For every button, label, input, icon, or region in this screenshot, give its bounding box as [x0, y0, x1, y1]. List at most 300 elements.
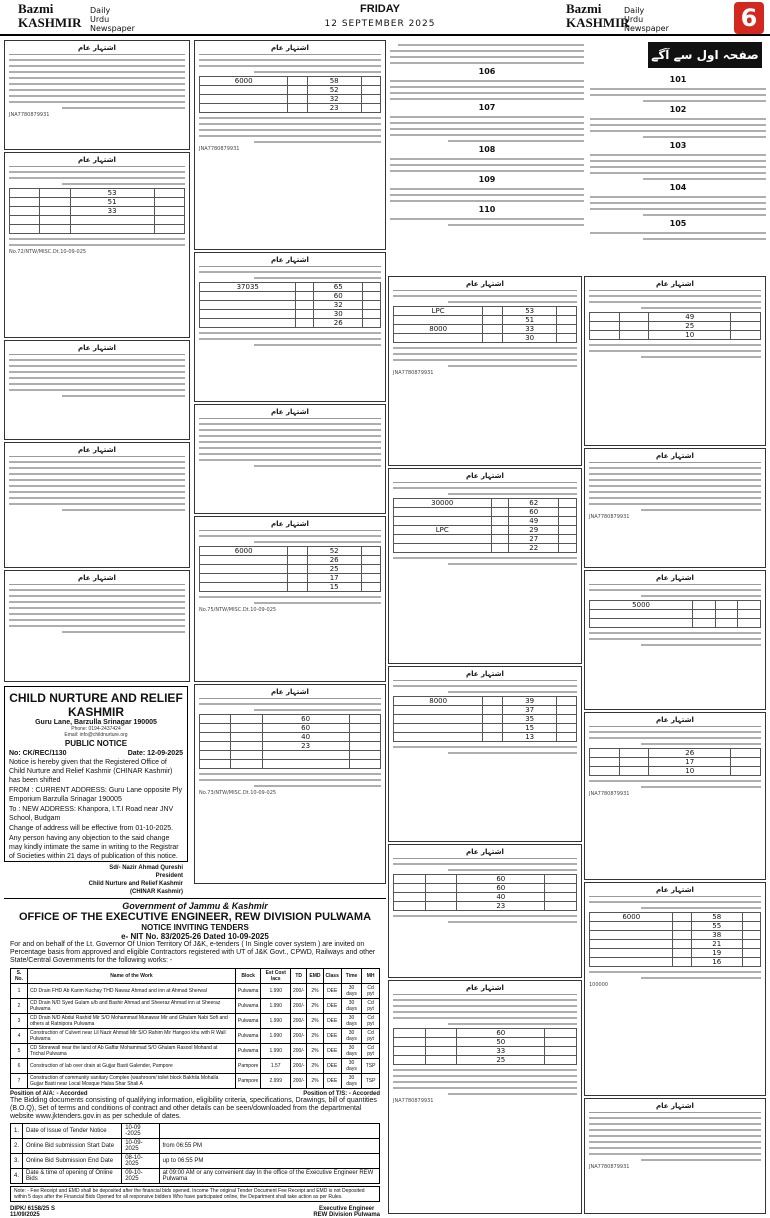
notice-box-1 — [4, 40, 190, 150]
daily-right-line2: Urdu Newspaper — [624, 15, 669, 33]
cell: Pampore — [235, 1059, 261, 1074]
cell: 60 — [314, 292, 363, 301]
tender-signer1: Executive Engineer — [318, 1206, 375, 1212]
ntw-ref-2: No.75/NTW/MISC.Dt.10-09-025 — [199, 607, 277, 613]
tender-bidding: The Bidding documents consisting of qualifying information, eligibility criteria, specifications, Drawings, bill of quantities (B.O.Q), Set of terms and conditions of contract and other details can be seen/downloaded from the departmental website www.jktenders.gov.in as per schedule of dates. — [10, 1097, 377, 1120]
cell: 52 — [307, 547, 361, 556]
cell: DEE — [323, 1074, 341, 1089]
notice-heading-c: اشتہار عام — [199, 408, 381, 419]
notice-table-d — [199, 546, 381, 592]
daily-line2: Urdu Newspaper — [90, 15, 135, 33]
cell: 23 — [457, 902, 545, 911]
cell: 2% — [307, 984, 323, 999]
tender-footer — [10, 1206, 380, 1218]
cell: 1.990 — [261, 999, 291, 1014]
notice-heading-r6: اشتہار عام — [589, 1102, 761, 1113]
cell: 60 — [262, 715, 349, 724]
cell: 60 — [457, 1029, 545, 1038]
cell: 19 — [691, 949, 742, 958]
cell: 50 — [457, 1038, 545, 1047]
notice-heading-r1: اشتہار عام — [589, 280, 761, 291]
table-row — [11, 1014, 380, 1029]
notice-heading-m5: اشتہار عام — [393, 984, 577, 995]
notice-box-a — [194, 40, 386, 250]
daily-label — [90, 6, 135, 33]
notice-code-1: JNA7780879931 — [9, 112, 50, 118]
cnr-ref-no: No: CK/REC/1130 — [9, 750, 67, 757]
tender-heading: NOTICE INVITING TENDERS — [141, 923, 249, 932]
notice-box-4 — [4, 442, 190, 568]
cell: 200/- — [291, 999, 307, 1014]
notice-heading-4: اشتہار عام — [9, 446, 185, 457]
cell: 09-10-2025 — [122, 1169, 159, 1184]
notice-table-r4 — [589, 748, 761, 776]
cell: 200/- — [291, 1074, 307, 1089]
cell: 10 — [649, 331, 731, 340]
news-column-4 — [390, 40, 584, 270]
table-row — [11, 1169, 380, 1184]
cell: 200/- — [291, 984, 307, 999]
notice-box-r3 — [584, 570, 766, 710]
cell: Pulwama — [235, 1029, 261, 1044]
notice-box-r1 — [584, 276, 766, 446]
cell: CD Drain N/D Syed Gulam u/b and Bashir Ahmad and Sheeraz Ahmad inn at Sheeraz Pulwama — [27, 999, 235, 1014]
news-number-101: 101 — [669, 75, 687, 84]
cell: 200/- — [291, 1059, 307, 1074]
cell: 40 — [262, 733, 349, 742]
cell: 55 — [691, 922, 742, 931]
cell: CD Stonewall near the land of Ab Gaffar Mohammad S/O Ghulam Rasool Mohand at Trichal Pulwama — [27, 1044, 235, 1059]
news-number-110: 110 — [478, 205, 496, 214]
cell: 49 — [509, 517, 559, 526]
notice-table-2 — [9, 188, 185, 234]
cell: 49 — [649, 313, 731, 322]
cell: Cd pyt — [362, 984, 380, 999]
col-header: Class — [323, 969, 341, 984]
col-header: Time — [341, 969, 361, 984]
cell: 10-09-2025 — [122, 1139, 159, 1154]
cell: Pulwama — [235, 1044, 261, 1059]
notice-table-r3 — [589, 600, 761, 628]
cell: 4 — [11, 1029, 28, 1044]
cell: 200/- — [291, 1029, 307, 1044]
notice-heading-5: اشتہار عام — [9, 574, 185, 585]
cell: 1.990 — [261, 1029, 291, 1044]
cell: 30 days — [341, 999, 361, 1014]
cell: 38 — [691, 931, 742, 940]
tender-signer2: REW Division Pulwama — [313, 1212, 380, 1218]
masthead-left — [18, 1, 135, 33]
cell: Construction of community sanitary Complex (washroom/ toilet block Bakhila Mohalla Gujjar Basti near Local Mosque Halsa Shar Shali A — [27, 1074, 235, 1089]
notice-heading-e: اشتہار عام — [199, 688, 381, 699]
notice-heading-m4: اشتہار عام — [393, 848, 577, 859]
cell: 30 days — [341, 1074, 361, 1089]
cnr-address: Guru Lane, Barzulla Srinagar 190005 — [35, 719, 157, 726]
cell: 1.990 — [261, 1044, 291, 1059]
notice-heading-r4: اشتہار عام — [589, 716, 761, 727]
cell: 30000 — [394, 499, 492, 508]
tender-nit-no: e- NIT No. 83/2025-26 Dated 10-09-2025 — [121, 932, 269, 941]
cnr-designation: President — [155, 873, 183, 879]
cell: Cd pyt — [362, 1044, 380, 1059]
news-number-103: 103 — [669, 141, 687, 150]
cell: 2.999 — [261, 1074, 291, 1089]
cell: 35 — [502, 715, 556, 724]
cell: 10-09 -2025 — [122, 1124, 159, 1139]
cell: 33 — [70, 207, 154, 216]
notice-heading-2: اشتہار عام — [9, 156, 185, 167]
col-header: Name of the Work — [27, 969, 235, 984]
cell: CD Drain N/D Abdul Rashid Mir S/O Mohammad Munawar Mir and Ghulam Nabi Sofi and others at Ratnipora Pulwama — [27, 1014, 235, 1029]
cell: 7 — [11, 1074, 28, 1089]
notice-heading-r5: اشتہار عام — [589, 886, 761, 897]
notice-table-m2 — [393, 498, 577, 553]
paper-name-right-line2: KASHMIR — [566, 15, 630, 30]
cell: 2. — [11, 1139, 23, 1154]
cnr-ref-row — [9, 750, 183, 757]
cnr-objection: Any person having any objection to the said change may kindly intimate the same in writing to the Registrar of Societies within 21 days of publication of this notice. — [9, 835, 179, 860]
notice-heading-1: اشتہار عام — [9, 44, 185, 55]
notice-heading-m1: اشتہار عام — [393, 280, 577, 291]
tender-government: Government of Jammu & Kashmir — [122, 901, 268, 911]
notice-table-e — [199, 714, 381, 769]
cell: 53 — [502, 307, 556, 316]
cell: 1. — [11, 1124, 23, 1139]
cell: 3. — [11, 1154, 23, 1169]
notice-code-m5: JNA7780879931 — [393, 1098, 434, 1104]
cell: 33 — [457, 1047, 545, 1056]
cell: 26 — [314, 319, 363, 328]
cell: TSP — [362, 1059, 380, 1074]
news-number-107: 107 — [478, 103, 496, 112]
cell: 26 — [307, 556, 361, 565]
cell: Date & time of opening of Online Bids — [23, 1169, 122, 1184]
cell: 15 — [502, 724, 556, 733]
cell: Pulwama — [235, 1014, 261, 1029]
notice-code: JNA7780879931 — [199, 146, 240, 152]
cell: 30 — [502, 334, 556, 343]
cell: 23 — [307, 104, 361, 113]
notice-code-r6: JNA7780879931 — [589, 1164, 630, 1170]
cell: DEE — [323, 1044, 341, 1059]
cell: 53 — [70, 189, 154, 198]
cnr-title: CHILD NURTURE AND RELIEF KASHMIR — [9, 691, 183, 719]
cell: 60 — [509, 508, 559, 517]
cell: DEE — [323, 1029, 341, 1044]
cell: 32 — [307, 95, 361, 104]
cell: Construction of Culvert near Lil Nazir Ahmad Mir S/O Rahim Mir Hangoo khu with R Wall Pulwama — [27, 1029, 235, 1044]
notice-box-c — [194, 404, 386, 514]
notice-box-m2 — [388, 468, 582, 664]
cell: 2% — [307, 1029, 323, 1044]
cell: 58 — [307, 77, 361, 86]
cell: 22 — [509, 544, 559, 553]
paper-name-line2: KASHMIR — [18, 15, 82, 30]
news-number-102: 102 — [669, 105, 687, 114]
cell: 6000 — [200, 77, 288, 86]
cell: 8000 — [394, 325, 483, 334]
cnr-to: To : NEW ADDRESS: Khanpora, I.T.I Road near JNV School, Budgam — [9, 806, 174, 822]
cell: Pulwama — [235, 999, 261, 1014]
cell: 30 days — [341, 1044, 361, 1059]
cell: 60 — [262, 724, 349, 733]
cell: TSP — [362, 1074, 380, 1089]
cell: Online Bid Submission End Date — [23, 1154, 122, 1169]
ntw-ref-1: No.72/NTW/MISC.Dt.10-09-025 — [9, 249, 87, 255]
col-header: TD — [291, 969, 307, 984]
cell: 51 — [502, 316, 556, 325]
notice-heading-r3: اشتہار عام — [589, 574, 761, 585]
notice-box-5 — [4, 570, 190, 682]
tender-dipk: DIPK/ 6158/25 S — [10, 1206, 56, 1212]
table-row — [11, 1059, 380, 1074]
notice-table-m3 — [393, 696, 577, 742]
cell: 5 — [11, 1044, 28, 1059]
cell: Cd pyt — [362, 1029, 380, 1044]
cell: Online Bid submission Start Date — [23, 1139, 122, 1154]
notice-box-d — [194, 516, 386, 682]
notice-box-r5 — [584, 882, 766, 1096]
notice-code-r2: JNA7780879931 — [589, 514, 630, 520]
notice-table-m4 — [393, 874, 577, 911]
news-number-108: 108 — [478, 145, 496, 154]
cell: 33 — [502, 325, 556, 334]
table-row — [11, 1139, 380, 1154]
tender-works-table — [10, 968, 380, 1089]
cell: 60 — [457, 875, 545, 884]
cell: 1.990 — [261, 984, 291, 999]
paper-name-line1: Bazmi — [18, 1, 54, 16]
notice-table-b — [199, 282, 381, 328]
cell: 2% — [307, 1074, 323, 1089]
cell: 17 — [649, 758, 731, 767]
tender-notice — [4, 898, 386, 1218]
news-number-105: 105 — [669, 219, 687, 228]
notice-table-a — [199, 76, 381, 113]
table-row — [11, 1044, 380, 1059]
notice-table-m5 — [393, 1028, 577, 1065]
cell: Construction of lab over drain at Gujjar Basti Galender, Pampore — [27, 1059, 235, 1074]
cell: up to 06:55 PM — [159, 1154, 379, 1169]
daily-label-right — [624, 6, 669, 33]
col-header: Est Cost lacs — [261, 969, 291, 984]
cell: 6000 — [200, 547, 288, 556]
cell: 8000 — [394, 697, 483, 706]
table-row — [11, 999, 380, 1014]
notice-box-m4 — [388, 844, 582, 978]
cell: 30 — [314, 310, 363, 319]
cnr-para1: Notice is hereby given that the Registered Office of Child Nurture and Relief Kashmir (CHINAR Kashmir) has been shifted — [9, 759, 173, 784]
cell: 2% — [307, 1059, 323, 1074]
cell: 52 — [307, 86, 361, 95]
cell: DEE — [323, 984, 341, 999]
tender-office: OFFICE OF THE EXECUTIVE ENGINEER, REW DIVISION PULWAMA — [18, 911, 372, 923]
cnr-from: FROM : CURRENT ADDRESS: Guru Lane opposite Ply Emporium Barzulla Srinagar 190005 — [9, 787, 182, 803]
table-row — [11, 1124, 380, 1139]
notice-heading-3: اشتہار عام — [9, 344, 185, 355]
tender-works-header — [11, 969, 380, 984]
ntw-ref-3: No.73/NTW/MISC.Dt.10-09-025 — [199, 790, 277, 796]
cell: 1 — [11, 984, 28, 999]
notice-box-2 — [4, 152, 190, 338]
cell: CD Drain FHD Ab Karim Kuchay THD Nawaz Ahmad and inn at Ahmad Sherwal — [27, 984, 235, 999]
cell: 5000 — [590, 601, 693, 610]
cnr-date: Date: 12-09-2025 — [127, 750, 183, 757]
cnr-email: Email: info@childnurture.org — [64, 732, 128, 738]
table-row — [11, 984, 380, 999]
cell: Cd pyt — [362, 1014, 380, 1029]
cell: 30 days — [341, 1029, 361, 1044]
tender-position-ts: Position of T/S: - Accorded — [303, 1091, 380, 1097]
cell: 25 — [457, 1056, 545, 1065]
cell: 16 — [691, 958, 742, 967]
cell: LPC — [394, 526, 492, 535]
col-header: EMD — [307, 969, 323, 984]
news-number-109: 109 — [478, 175, 496, 184]
cell: 37035 — [200, 283, 296, 292]
notice-heading-m3: اشتہار عام — [393, 670, 577, 681]
cell: 62 — [509, 499, 559, 508]
cnr-org: Child Nurture and Relief Kashmir — [88, 881, 183, 887]
cnr-signatory: Sd/- Nazir Ahmad Qureshi — [109, 865, 183, 871]
notice-box-r6 — [584, 1098, 766, 1214]
cnr-effective: Change of address will be effective from 01-10-2025. — [9, 825, 174, 832]
cell: 30 days — [341, 1014, 361, 1029]
table-row — [11, 1074, 380, 1089]
continued-headline: صفحہ اول سے آگے — [648, 42, 762, 68]
cell — [159, 1124, 379, 1139]
cell: 65 — [314, 283, 363, 292]
cell: DEE — [323, 1059, 341, 1074]
cell: 200/- — [291, 1014, 307, 1029]
cnr-signature — [9, 864, 183, 896]
news-number-104: 104 — [669, 183, 687, 192]
cell: 10 — [649, 767, 731, 776]
masthead-day: FRIDAY — [360, 3, 400, 15]
news-number-106: 106 — [478, 67, 496, 76]
cell: 51 — [70, 198, 154, 207]
cnr-phone: Phone: 0194-2437424 — [71, 726, 121, 732]
notice-box-r2 — [584, 448, 766, 568]
cell: from 06:55 PM — [159, 1139, 379, 1154]
tender-note: Note: - Fee Receipt and EMD shall be deposited after the financial bids opened. Income The original Tender Document Fee Receipt and EMD is not Deposited within 5 days after the Financial Bids Opened for all responsive bidders Who have participated online, the Department shall take action as per Rules. — [10, 1186, 380, 1202]
cell: 6 — [11, 1059, 28, 1074]
col-header: Block — [235, 969, 261, 984]
tender-schedule-table — [10, 1123, 380, 1184]
cell: 25 — [649, 322, 731, 331]
cell: at 09:00 AM or any convenient day In the office of the Executive Engineer REW Pulwama — [159, 1169, 379, 1184]
masthead-date-block — [280, 3, 480, 29]
cell: 23 — [262, 742, 349, 751]
masthead-date: 12 SEPTEMBER 2025 — [324, 19, 436, 29]
daily-line1: Daily — [90, 6, 111, 15]
cell: 30 days — [341, 1059, 361, 1074]
paper-name-right-line1: Bazmi — [566, 1, 602, 16]
notice-heading-d: اشتہار عام — [199, 520, 381, 531]
notice-box-b — [194, 252, 386, 402]
cell: 2% — [307, 999, 323, 1014]
cell: 39 — [502, 697, 556, 706]
cell: Date of Issue of Tender Notice — [23, 1124, 122, 1139]
cell: 27 — [509, 535, 559, 544]
cell: 40 — [457, 893, 545, 902]
cell: Cd pyt — [362, 999, 380, 1014]
cell: 3 — [11, 1014, 28, 1029]
cell: 26 — [649, 749, 731, 758]
table-row — [11, 1029, 380, 1044]
notice-heading-a: اشتہار عام — [199, 44, 381, 55]
notice-box-m1 — [388, 276, 582, 466]
notice-heading-b: اشتہار عام — [199, 256, 381, 267]
notice-value-r5: 100000 — [589, 982, 609, 988]
cell: 21 — [691, 940, 742, 949]
cell: 60 — [457, 884, 545, 893]
cell: 58 — [691, 913, 742, 922]
cell: 32 — [314, 301, 363, 310]
cell: DEE — [323, 999, 341, 1014]
cell: 30 days — [341, 984, 361, 999]
cnr-notice-title: PUBLIC NOTICE — [64, 739, 128, 748]
cell: 2 — [11, 999, 28, 1014]
notice-code-m1: JNA7780879931 — [393, 370, 434, 376]
page-number-badge: 6 — [734, 2, 764, 34]
cell: LPC — [394, 307, 483, 316]
cell: 17 — [307, 574, 361, 583]
notice-table-r1 — [589, 312, 761, 340]
col-header: S. No. — [11, 969, 28, 984]
cell: Pampore — [235, 1074, 261, 1089]
child-nurture-notice — [4, 686, 188, 895]
masthead — [0, 0, 770, 36]
cell: 6000 — [590, 913, 673, 922]
tender-intro: For and on behalf of the Lt. Governor Of Union Territory Of J&K, e-tenders ( In Single cover system ) are invited on Percentage basis from approved and eligible Contractors registered with UT of J&K Govt., CPWD, Railways and other State/Central Governments for the following works: - — [10, 941, 376, 964]
cnr-org-short: (CHINAR Kashmir) — [129, 889, 183, 895]
cell: 4. — [11, 1169, 23, 1184]
cell: 1.990 — [261, 1014, 291, 1029]
tender-dipk-block — [10, 1206, 55, 1218]
cell: 200/- — [291, 1044, 307, 1059]
continued-news — [590, 72, 766, 268]
cell: 2% — [307, 1044, 323, 1059]
cell: DEE — [323, 1014, 341, 1029]
cell: 15 — [307, 583, 361, 592]
notice-table-m1 — [393, 306, 577, 343]
tender-position-aa: Position of A/A: - Accorded — [10, 1091, 88, 1097]
cell: 29 — [509, 526, 559, 535]
cell: 2% — [307, 1014, 323, 1029]
notice-box-m5 — [388, 980, 582, 1214]
cell: 13 — [502, 733, 556, 742]
notice-table-r5 — [589, 912, 761, 967]
notice-heading-m2: اشتہار عام — [393, 472, 577, 483]
notice-box-e — [194, 684, 386, 884]
cell: 08-10-2025 — [122, 1154, 159, 1169]
notice-code-r4: JNA7780879931 — [589, 791, 630, 797]
cell: 25 — [307, 565, 361, 574]
col-header: MH — [362, 969, 380, 984]
tender-signer — [313, 1206, 380, 1218]
tender-dipk-date: 11/09/2025 — [10, 1212, 40, 1218]
masthead-right — [566, 1, 669, 33]
notice-box-m3 — [388, 666, 582, 842]
cell: 37 — [502, 706, 556, 715]
notice-heading-r2: اشتہار عام — [589, 452, 761, 463]
daily-right-line1: Daily — [624, 6, 645, 15]
cell: 1.57 — [261, 1059, 291, 1074]
notice-box-r4 — [584, 712, 766, 880]
notice-box-3 — [4, 340, 190, 440]
table-row — [11, 1154, 380, 1169]
